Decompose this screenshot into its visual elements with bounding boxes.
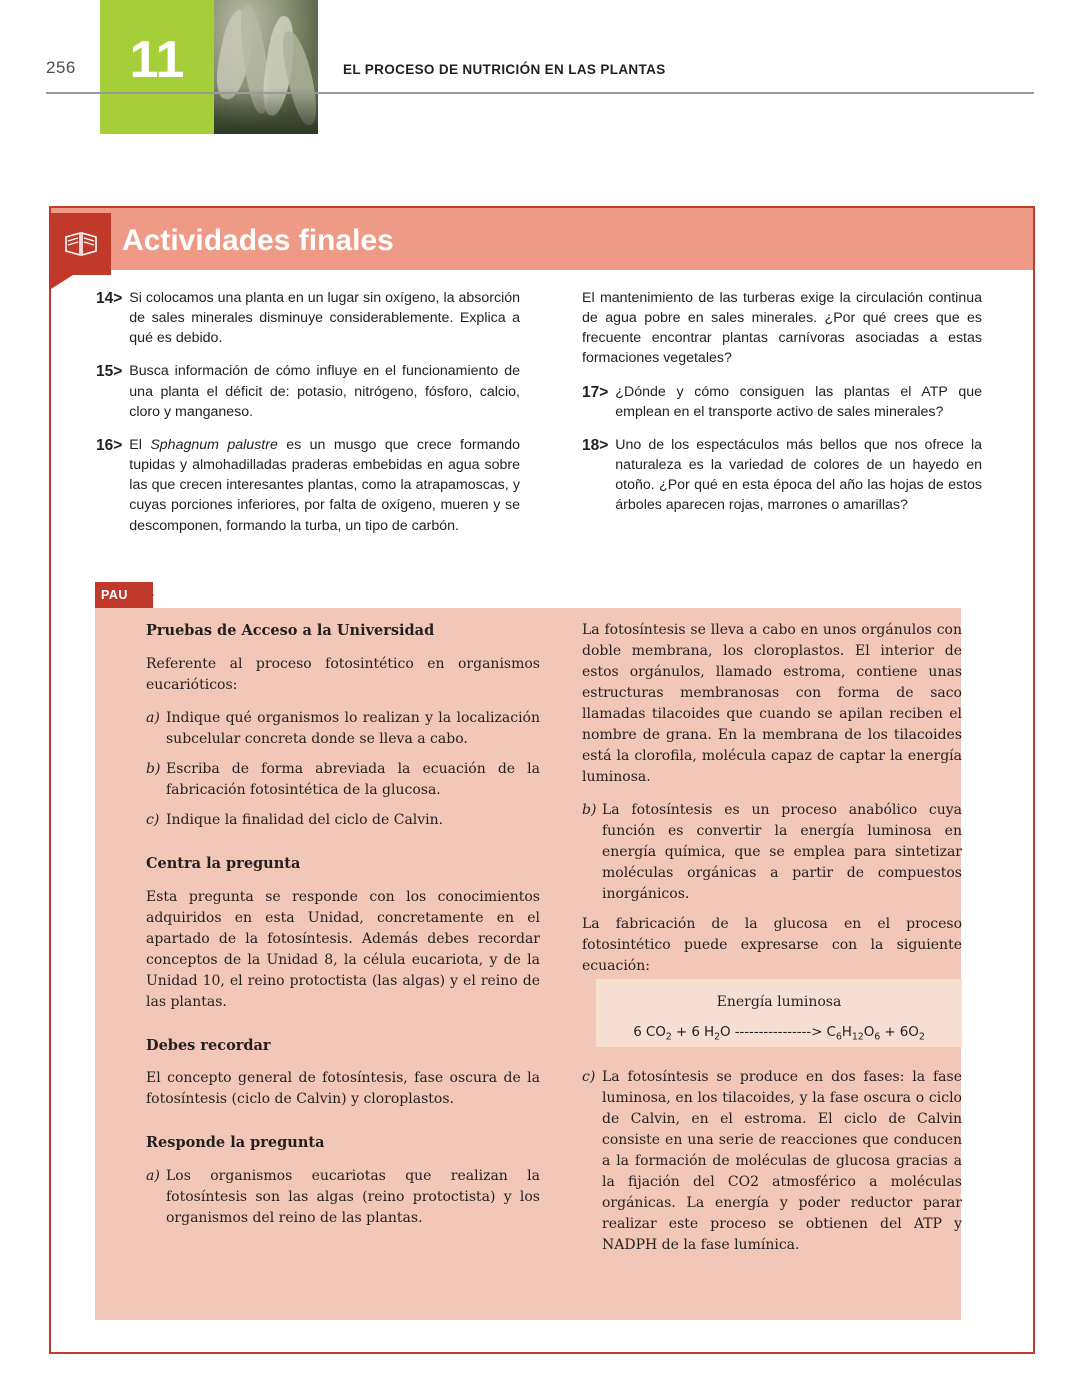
question-text-part: es un musgo que crece formando tupidas y almohadilladas praderas embebidas en agua sobre las que crecen interesantes plantas, como la atrapamoscas, y cuyas porciones inferiores, por falta de oxígeno, mueren y se descomponen, formando la turba, un tipo de carbón. [129, 436, 520, 534]
question-species-name: Sphagnum palustre [150, 436, 278, 453]
page-number: 256 [46, 58, 76, 77]
question-item [96, 435, 520, 536]
pau-centra-heading: Centra la pregunta [146, 854, 301, 872]
question-number: 16> [96, 436, 123, 454]
question-text-part: El [129, 436, 151, 453]
question-number: 15> [96, 363, 123, 381]
questions-column-left [96, 288, 520, 549]
pau-answer-item [146, 1166, 540, 1229]
pau-responde-heading: Responde la pregunta [146, 1134, 325, 1152]
question-text: ¿Dónde y cómo consiguen las plantas el ATP que emplean en el transporte activo de sales minerales? [615, 383, 982, 420]
pau-column-left [146, 620, 540, 1238]
pau-answer-text: La fotosíntesis se produce en dos fases: la fase luminosa, en los tilacoides, y la fase oscura o ciclo de Calvin, en el estroma. El ciclo de Calvin consiste en una serie de reacciones que conducen a la formación de moléculas de glucosa gracias a la fijación del CO2 atmosférico a moléculas orgánicas. La energía y poder reductor parar realizar este proceso se obtienen del ATP y NADPH de la fase lumínica. [602, 1069, 962, 1253]
pau-item-text: Indique la finalidad del ciclo de Calvin. [166, 811, 444, 828]
pau-list-item [146, 759, 540, 801]
question-item [582, 435, 982, 516]
pau-item-letter: a) [146, 709, 160, 726]
page-header [0, 0, 1080, 140]
question-text [129, 435, 520, 536]
question-item [96, 361, 520, 421]
questions-column-right [582, 288, 982, 529]
header-photo [214, 0, 318, 134]
question-number: 17> [582, 383, 609, 401]
pau-answer-text: La fotosíntesis es un proceso anabólico cuya función es convertir la energía luminosa en energía química, que se emplea para sintetizar moléculas orgánicas a partir de compuestos inorgánicos. [602, 802, 962, 902]
book-icon-tail [51, 275, 73, 289]
pau-item-letter: b) [146, 760, 161, 777]
question-item [96, 288, 520, 348]
open-book-icon [51, 213, 111, 275]
question-text: Si colocamos una planta en un lugar sin oxígeno, la absorción de sales minerales disminuye considerablemente. Explica a qué es debido. [129, 290, 520, 347]
pau-recordar-text: El concepto general de fotosíntesis, fase oscura de la fotosíntesis (ciclo de Calvin) y cloroplastos. [146, 1070, 540, 1108]
pau-answer-item [582, 1067, 962, 1256]
pau-recordar-heading: Debes recordar [146, 1036, 271, 1054]
question-number: 14> [96, 290, 123, 307]
question-text: Busca información de cómo influye en el funcionamiento de una planta el déficit de: potasio, nitrógeno, fósforo, calcio, cloro y manganeso. [129, 363, 520, 420]
pau-list-item [146, 708, 540, 750]
pau-heading: Pruebas de Acceso a la Universidad [146, 622, 435, 639]
question-item [582, 382, 982, 422]
chapter-badge [100, 0, 214, 134]
pau-answer-letter: c) [582, 1069, 596, 1085]
equation-caption: Energía luminosa [716, 994, 842, 1010]
open-book-icon-glyph [64, 229, 98, 259]
page-title: Actividades finales [122, 224, 394, 257]
running-head-title: EL PROCESO DE NUTRICIÓN EN LAS PLANTAS [343, 62, 666, 77]
chapter-number: 11 [129, 31, 185, 89]
question-number: 18> [582, 436, 609, 454]
question-text: Uno de los espectáculos más bellos que nos ofrece la naturaleza es la variedad de colores de un hayedo en otoño. ¿Por qué en esta época del año las hojas de estos árboles aparecen rojas, marrones o amarillas? [615, 436, 982, 514]
pau-answer-item [582, 800, 962, 905]
photo-shading [214, 88, 318, 134]
pau-answer-letter: b) [582, 802, 597, 818]
pau-answer-b-continuation: La fabricación de la glucosa en el proceso fotosintético puede expresarse con la siguiente ecuación: [582, 916, 962, 974]
pau-answer-a-continuation: La fotosíntesis se lleva a cabo en unos orgánulos con doble membrana, los cloroplastos. El interior de estos orgánulos, llamado estroma, contiene unas estructuras membranosas con forma de saco llamadas tilacoides que cuando se apilan reciben el nombre de grana. En la membrana de los tilacoides está la clorofila, molécula capaz de captar la energía luminosa. [582, 622, 962, 785]
pau-centra-text: Esta pregunta se responde con los conocimientos adquiridos en esta Unidad, concretamente en el apartado de la fotosíntesis. Además debes recordar conceptos de la Unidad 8, la célula eucariota, y de la Unidad 10, el reino protoctista (las algas) y el reino de las plantas. [146, 888, 540, 1010]
pau-column-right [582, 620, 962, 1265]
question-continuation-text: El mantenimiento de las turberas exige la circulación continua de agua pobre en sales minerales. ¿Por qué crees que es frecuente encontrar plantas carnívoras asociadas a estas formaciones vegetales? [582, 290, 982, 367]
pau-item-text: Indique qué organismos lo realizan y la localización subcelular concreta donde se lleva a cabo. [166, 709, 540, 747]
pau-item-text: Escriba de forma abreviada la ecuación de la fabricación fotosintética de la glucosa. [166, 760, 540, 798]
pau-item-letter: c) [146, 811, 160, 828]
pau-tab-arrow-icon [140, 582, 154, 608]
pau-tab-label: PAU [95, 582, 153, 608]
pau-list-item [146, 810, 540, 831]
equation-formula: 6 $CO_2 + 6$ $H_2O$ ----------------> $C_6H_{12}O_6 + 6O_2$ [633, 1024, 925, 1043]
pau-answer-letter: a) [146, 1168, 160, 1184]
pau-intro-text: Referente al proceso fotosintético en organismos eucarióticos: [146, 655, 540, 693]
pau-answer-text: Los organismos eucariotas que realizan la fotosíntesis son las algas (reino protoctista) y los organismos del reino de las plantas. [166, 1168, 540, 1226]
header-divider [46, 92, 1034, 94]
